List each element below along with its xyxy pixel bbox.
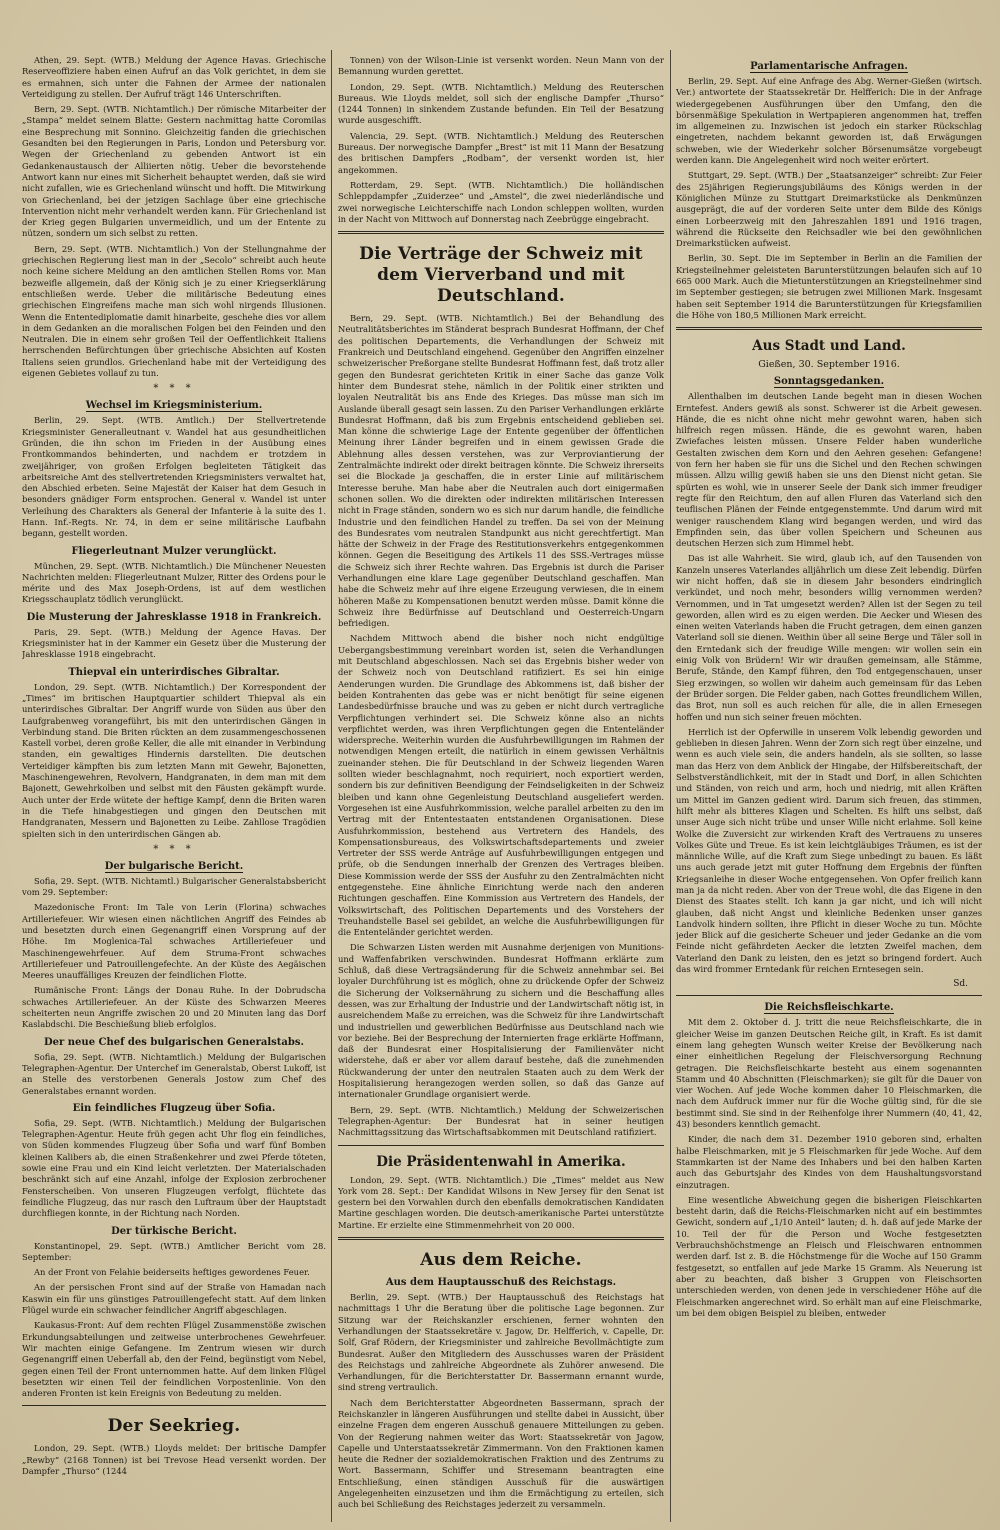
article-paragraph: London, 29. Sept. (WTB.) Lloyds meldet: Der britische Dampfer „Rewby“ (2168 Tonnen) ist bei Trevose Head versenkt worden. Der Dampfer „Thurso“ (1244 bbox=[22, 1443, 326, 1476]
article-paragraph: Stuttgart, 29. Sept. (WTB.) Der „Staatsanzeiger“ schreibt: Zur Feier des 25jährigen Regierungsjubiläums des Königs werden in der Königlichen Münze zu Stuttgart Dreimarkstücke als Denkmünzen ausgeprägt, die auf der vorderen Seite unter dem Bilde des Königs einen Lorbeerzweig mit den Jahreszahlen 1891 und 1916 tragen, während die Rückseite den Reichsadler wie bei den gewöhnlichen Dreimarkstücken aufweist. bbox=[676, 170, 982, 249]
column-1 bbox=[22, 0, 326, 1530]
article-paragraph: Bern, 29. Sept. (WTB. Nichtamtlich.) Der römische Mitarbeiter der „Stampa“ meldet seinem Blatte: Gestern nachmittag hatte Coromilas eine Besprechung mit Sonnino. Gleichzeitig fanden die griechischen Gesandten bei den Regierungen in Paris, London und Petersburg vor. Wegen der Griechenland zu gebenden Antwort ist ein Gedankenaustausch der Alliierten nötig. Ueber die bevorstehende Antwort kann nur eines mit Sicherheit behauptet werden, daß sie wird nicht zufallen, wie es Griechenland wünscht und hofft. Die Mitwirkung von Griechenland, bei der jetzigen Sachlage über eine griechische Intervention nicht mehr verhandelt werden kann. Für Griechenland ist der Krieg gegen Bulgarien unvermeidlich, und um der Entente zu nützen, sondern um sich selbst zu retten. bbox=[22, 104, 326, 239]
section-title: Aus dem Reiche. bbox=[420, 1250, 582, 1271]
article-paragraph: Das ist alle Wahrheit. Sie wird, glaub ich, auf den Tausenden von Kanzeln unseres Vaterlandes alljährlich um diese Zeit lebendig. Dürfen wir nicht hoffen, daß sie in diesem Jahr besonders eindringlich verkündet, und noch mehr, besonders willig vernommen werden? Vernommen, und in Tat umgesetzt werden? Allen ist der Segen zu teil geworden, allen wird es zu eigen werden. Die Aecker und Wiesen des einen weiten Vaterlands haben die Frucht getragen, dem einen ganzen Vaterland soll sie dienen. Weithin über all seine Berge und Täler soll in den Erntedank sich der freudige Wille mengen: wir wollen sein ein einig Volk von Brüdern! Wir wir draußen gemeinsam, alle Stämme, Berufe, Stände, den Kampf führen, den Tod entgegenschauen, unser Sieg erzwingen, so wollen wir daheim auch gemeinsam für das Leben der Brüder sorgen. Die Felder gaben, nach Gottes freundlichem Willen, das Brot, nun soll es auch reichen für alle, die in allen Ernesegen hoffen und nun sich seiner freuen möchten. bbox=[676, 553, 982, 722]
article-paragraph: Sofia, 29. Sept. (WTB. Nichtamtl.) Bulgarischer Generalstabsbericht vom 29. September: bbox=[22, 875, 326, 898]
article-paragraph: Berlin, 29. Sept. (WTB.) Der Hauptausschuß des Reichstags hat nachmittags 1 Uhr die Beratung über die politische Lage begonnen. Zur Sitzung war der Reichskanzler erschienen, ferner wohnten den Verhandlungen der Staatssekretäre v. Jagow, Dr. Helfferich, v. Capelle, Dr. Solf, Graf Rödern, der Kriegsminister und zahlreiche Bevollmächtigte zum Bundesrat. Außer den Mitgliedern des Ausschusses waren der Präsident des Reichstags und zahlreiche Abgeordnete als Zuhörer anwesend. Die Verhandlungen, für die Berichterstatter Dr. Bassermann ernannt wurde, sind streng vertraulich. bbox=[338, 1292, 664, 1393]
article-paragraph: Bern, 29. Sept. (WTB. Nichtamtlich.) Von der Stellungnahme der griechischen Regierung liest man in der „Secolo“ schreibt auch heute noch keine sichere Meldung an den amtlichen Stellen Roms vor. Man bezweifle allgemein, daß der König sich je zu einer Kriegserklärung entschließen werde. Ueber die militärische Bedeutung eines griechischen Eingreifens mache man sich wohl nirgends Illusionen. Wenn die Ententediplomatie damit hinarbeite, geschehe dies vor allem in dem Gedanken an die moralischen Folgen bei den Feinden und den Neutralen. Die in einem sehr großen Teil der Oeffentlichkeit Italiens herrschenden Befürchtungen über griechische Absichten auf Kosten Italiens seien grundlos. Griechenland habe mit der Verteidigung des eigenen Gebietes vollauf zu tun. bbox=[22, 243, 326, 379]
article-paragraph: Allenthalben im deutschen Lande begeht man in diesen Wochen Erntefest. Anders gewiß als sonst. Schwerer ist die Arbeit gewesen. Hände, die es nicht ohne nicht mehr gewohnt waren, haben sich hilfreich regen müssen. Hände, die es gewohnt waren, haben Zwiefaches leisten müssen. Unsere Felder haben wunderliche Gestalten zwischen dem Korn und den Aehren gesehen: Gefangene! von fern her haben sie für uns die Sichel und den Rechen schwingen müssen. Allzu willig gewiß haben sie uns den Dienst nicht getan. Sie spürten es wohl, wie in unserer Seele der Dank sich immer freudiger regte für den Reichtum, den auf allen Fluren das Vaterland sich den teuflischen Plänen der Feinde entgegenstemmte. Und darum wird mit weniger rauschendem Klang wird begangen werden, und wird das Empfinden sein, das über vollen Speichern und Scheunen aus deutschen Herzen sich zum Himmel hebt. bbox=[676, 391, 982, 549]
article-paragraph: Konstantinopel, 29. Sept. (WTB.) Amtlicher Bericht vom 28. September: bbox=[22, 1240, 326, 1262]
section-heading: Der bulgarische Bericht. bbox=[104, 860, 244, 872]
article-paragraph: Sofia, 29. Sept. (WTB. Nichtamtlich.) Meldung der Bulgarischen Telegraphen-Agentur. Der Unterchef im Generalstab, Oberst Lukoff, ist an Stelle des verstorbenen Generals Jostow zum Chef des Generalstabes ernannt worden. bbox=[22, 1051, 326, 1096]
article-paragraph: London, 29. Sept. (WTB. Nichtamtlich.) Der Korrespondent der „Times“ im britischen Hauptquartier schildert Thiepval als ein unterirdisches Gibraltar. Der Angriff wurde von Süden aus über den Laufgrabenweg vorangeführt, bis mit den unterirdischen Gängen in Verbindung stand. Die Briten rückten an dem zusammengeschossenen Kastell vorbei, deren große Keller, die alle mit einander in Verbindung standen, ein gewaltiges Hindernis darstellten. Die deutschen Verteidiger kämpften bis zum letzten Mann mit Gewehr, Bajonetten, Maschinengewehren, Revolvern, Handgranaten, in dem man mit dem Bajonett, Gewehrkolben und selbst mit den Fäusten gekämpft wurde. Auch unter der Erde wütete der heftige Kampf, denn die Briten waren in die Tiefe hinabgestiegen und gingen den Deutschen mit Handgranaten, Messern und Bajonetten zu Leibe. Zahllose Tragödien spielten sich in den unterirdischen Gängen ab. bbox=[22, 681, 326, 839]
section-heading: Wechsel im Kriegsministerium. bbox=[85, 400, 263, 412]
article-paragraph: Die Schwarzen Listen werden mit Ausnahme derjenigen von Munitions- und Waffenfabriken verschwinden. Bundesrat Hoffmann erklärte zum Schluß, daß diese Vertragsänderung für die Schweiz annehmbar sei. Bei loyaler Durchführung ist es möglich, ohne zu drückende Opfer der Schweiz die Sicherung der Volksernährung zu sichern und die Beschaffung alles dessen, was zur Erhaltung der Industrie und der Landwirtschaft nötig ist, in ausreichendem Maße zu erreichen, was die Schweiz für ihre Landwirtschaft und industriellen und gewerblichen Bedürfnisse aus Deutschland nach wie vor beziehe. Bei der Besprechung der Internierten frage erklärte Hoffmann, daß der Bundesrat einer Hospitalisierung der Familienväter nicht widerstehe, daß er aber vor allem darauf bestehe, daß die zunehmenden Rückwanderung der unter den neutralen Staaten auch zu dem Werk der Hospitalisierung herangezogen werden sollen, so daß das Ganze auf internationaler Grundlage organisiert werde. bbox=[338, 942, 664, 1100]
article-paragraph: Berlin, 29. Sept. Auf eine Anfrage des Abg. Werner-Gießen (wirtsch. Ver.) antwortete der Staatssekretär Dr. Helfferich: Die in der Anfrage wiedergegebenen Ausführungen über den Umfang, den die börsenmäßige Spekulation in Wertpapieren angenommen hat, treffen im allgemeinen zu. Inzwischen ist jedoch ein starker Rückschlag eingetreten, nachdem bekannt geworden ist, daß Erwägungen schweben, wie der Wiederkehr solcher Börsenumsätze vorgebeugt werden kann. Die Angelegenheit wird noch weiter erörtert. bbox=[676, 76, 982, 166]
section-heading: Fliegerleutnant Mulzer verunglückt. bbox=[71, 545, 277, 557]
section-heading: Die Musterung der Jahresklasse 1918 in Frankreich. bbox=[26, 611, 322, 623]
article-paragraph: An der Front von Felahie beiderseits heftiges gewordenes Feuer. bbox=[34, 1267, 310, 1278]
dateline: Gießen, 30. September 1916. bbox=[758, 359, 900, 371]
article-paragraph: London, 29. Sept. (WTB. Nichtamtlich.) Meldung des Reuterschen Bureaus. Wie Lloyds meldet, soll sich der englische Dampfer „Thurso“ (1244 Tonnen) in sinkendem Zustande befunden. Ein Teil der Besatzung wurde ausgeschifft. bbox=[338, 81, 664, 126]
article-paragraph: Eine wesentliche Abweichung gegen die bisherigen Fleischkarten besteht darin, daß die Reichs-Fleischmarken nicht auf ein bestimmtes Gewicht, sondern auf „1/10 Anteil“ lauten; d. h. daß auf jede Marke der 10. Teil der für die Person und Woche festgesetzten Verbrauchshöchstmenge an Fleisch und Fleischwaren entnommen werden darf. Ist z. B. die Höchstmenge für die Woche auf 150 Gramm festgesetzt, so entfallen auf jede Marke 15 Gramm. Als Neuerung ist aber zu beachten, daß bisher 3 Gruppen von Fleischsorten unterschieden werden, von denen jede in verschiedener Höhe auf die Fleischmarken angerechnet wird. So erhält man auf eine Fleischmarke, um bei dem obigen Beispiel zu bleiben, entweder bbox=[676, 1194, 982, 1318]
section-rule bbox=[338, 1237, 664, 1240]
article-paragraph: München, 29. Sept. (WTB. Nichtamtlich.) Die Münchener Neuesten Nachrichten melden: Fliegerleutnant Mulzer, Ritter des Ordens pour le mérite und des Max Joseph-Ordens, ist auf dem westlichen Kriegsschauplatz tödlich verunglückt. bbox=[22, 560, 326, 605]
section-heading: Parlamentarische Anfragen. bbox=[750, 61, 908, 72]
article-paragraph: Nachdem Mittwoch abend die bisher noch nicht endgültige Uebergangsbestimmung vereinbart worden ist, seien die Verhandlungen mit Deutschland abgeschlossen. Nach sei das Ergebnis bisher weder von der Schweiz noch von Deutschland ratifiziert. Es sei hin einige Aenderungen wurden. Die Grundlage des Abkommens ist, daß bisher der beiden Kontrahenten das gebe was er nicht benötigt für seine eigenen Landesbedürfnisse brauche und was zu geben er nicht durch vertragliche Verpflichtungen verhindert sei. Die Schweiz könne also an nichts verpflichtet werden, was ihren Verpflichtungen gegen die Ententeländer widerspreche. Weiterhin wurden die Ausfuhrbewilligungen im Rahmen der notwendigen Mengen erteilt, die natürlich in einem gewissen Verhältnis zueinander stehen. Die für Deutschland in der Schweiz liegenden Waren sollten wieder beschlagnahmt, noch requiriert, noch exportiert werden, sondern bis zur definitiven Beendigung der Feindseligkeiten in der Schweiz bleiben und kann ohne Gegenleistung Deutschland ausgeliefert werden. Vorgesehen ist eine Ausfuhrkommission, welche parallel arbeiten zu den im Vertrag mit der Ententestaaten entstandenen Organisationen. Diese Ausfuhrkommission, bestehend aus Vertretern des Handels, des Kompensationsbureaus, des Volkswirtschaftsdepartements und zweier Vertreter der SSS werde Anträge auf Ausfuhrbewilligungen entgegen und prüfe, ob die Sendungen innerhalb der Grenzen des Vertrages bleiben. Diese Kommission werde der SSS der Ausfuhr zu den Zentralmächten nicht entgegenstehe. Eine ähnliche Einrichtung werde nach den anderen Richtungen geschaffen. Eine Kommission aus Vertretern des Handels, der Volkswirtschaft, des Politischen Departements und des Vorstehers der Treuhandstelle Basel sei gebildet, an welche die Ausfuhrbewilligungen für die Ententeländer gerichtet werden. bbox=[338, 633, 664, 938]
column-3 bbox=[676, 0, 982, 1530]
article-paragraph: Nach dem Berichterstatter Abgeordneten Bassermann, sprach der Reichskanzler in längeren Ausführungen und stellte dabei in Aussicht, über einzelne Fragen dem engeren Ausschuß genauere Mitteilungen zu geben. Von der Regierung nahmen weiter das Wort: Staatssekretär von Jagow, Capelle und Unterstaatssekretär Zimmermann. Von den Fraktionen kamen heute die Redner der sozialdemokratischen Fraktion und des Zentrums zu Wort. Bassermann, Schiffer und Stresemann beantragten eine Entschließung, einen ständigen Ausschuß für die auswärtigen Angelegenheiten einzusetzen und ihm die Ermächtigung zu erteilen, sich auch bei Schließung des Reichstages jederzeit zu versammeln. bbox=[338, 1397, 664, 1510]
section-heading: Ein feindliches Flugzeug über Sofia. bbox=[72, 1102, 276, 1114]
section-title: Aus Stadt und Land. bbox=[752, 338, 906, 355]
article-paragraph: Bern, 29. Sept. (WTB. Nichtamtlich.) Meldung der Schweizerischen Telegraphen-Agentur: Der Bundesrat hat in seiner heutigen Nachmittagssitzung das Wirtschaftsabkommen mit Deutschland ratifiziert. bbox=[338, 1104, 664, 1138]
article-paragraph: Berlin, 30. Sept. Die im September in Berlin an die Familien der Kriegsteilnehmer geleisteten Barunterstützungen belaufen sich auf 10 665 000 Mark. Auch die Mietunterstützungen an Kriegsteilnehmer sind im September gestiegen; sie betrugen zwei Millionen Mark. Insgesamt haben seit September 1914 die Barunterstützungen für Kriegsfamilien die Höhe von 180,5 Millionen Mark erreicht. bbox=[676, 253, 982, 320]
article-paragraph: Bern, 29. Sept. (WTB. Nichtamtlich.) Bei der Behandlung des Neutralitätsberichtes im Ständerat besprach Bundesrat Hoffmann, der Chef des politischen Departements, die Verhandlungen der Schweiz mit Frankreich und Deutschland eingehend. Gegenüber den Angriffen einzelner schweizerischer Preßorgane stellte Bundesrat Hoffmann fest, daß trotz aller gegen den Bundesrat gerichteten Kritik in einer Sache das ganze Volk hinter dem Bundesrat stehe, nämlich in der Politik einer strikten und loyalen Neutralität bis ans Ende des Krieges. Das müsse man sich im Auslande überall gesagt sein lassen. Zu den Pariser Verhandlungen erklärte Bundesrat Hoffmann, daß bis zum Ergebnis entscheidend geblieben sei. Man könne die schwierige Lage der Entente gegenüber der öffentlichen Meinung ihrer Länder begreifen und in einem gewissen Grade die Ablehnung alles dessen verstehen, was zur Verproviantierung der Zentralmächte indirekt oder direkt beitragen könnte. Die Schweiz ihrerseits sei die Blockade ja geschaffen, die in erster Linie auf militärischem Interesse beruhe. Man habe aber die Neutralen auch dort einigermaßen schonen sollen. Wo die direkten oder indirekten militärischen Interessen nicht in Frage ständen, sondern wo es sich nur darum handle, die feindliche Industrie und den feindlichen Handel zu treffen. Da sei von der Meinung des Bundesrates vom neutralen Standpunkt aus nicht gerechtfertigt. Man hätte der Schweiz in der Frage des Restitutionsverkehrs entgegenkommen können. Gegen die Beseitigung des Artikels 11 des SSS.-Vertrages müsse die Schweiz sich ihrer Rechte wahren. Das Ergebnis ist durch die Pariser Verhandlungen eine klare Lage gegenüber Deutschland geschaffen. Man habe die Schweiz mehr auf ihre eigene Erzeugung verwiesen, die in einem höheren Maße zu Kompensationen benutzt werden müsse. Damit könne die Schweiz ihre Bedürfnisse auf Deutschland und Oesterreich-Ungarn befriedigen. bbox=[338, 313, 664, 629]
section-heading: Thiepval ein unterirdisches Gibraltar. bbox=[68, 666, 280, 678]
section-title: Der Seekrieg. bbox=[107, 1416, 241, 1437]
section-rule bbox=[676, 995, 982, 996]
article-paragraph: Athen, 29. Sept. (WTB.) Meldung der Agence Havas. Griechische Reserveoffiziere haben einen Aufruf an das Volk gerichtet, in dem sie es ermahnen, sich unter die Fahnen der Armee der nationalen Verteidigung zu stellen. Der Aufruf trägt 146 Unterschriften. bbox=[22, 55, 326, 99]
article-paragraph: Rotterdam, 29. Sept. (WTB. Nichtamtlich.) Die holländischen Schleppdampfer „Zuiderzee“ und „Amstel“, die zwei niederländische und zwei norwegische Leichterschiffe nach London schleppen wollten, wurden in der Nacht von Mittwoch auf Donnerstag nach Zeebrügge eingebracht. bbox=[338, 179, 664, 224]
column-rule-right bbox=[670, 50, 671, 1522]
article-paragraph: Kinder, die nach dem 31. Dezember 1910 geboren sind, erhalten halbe Fleischmarken, mit je 5 Fleischmarken für jede Woche. Auf dem Stammkarten ist der Name des Inhabers und bei den halben Karten auch das Geburtsjahr des Kindes von dem Haushaltungsvorstand einzutragen. bbox=[676, 1134, 982, 1190]
section-rule bbox=[22, 1405, 326, 1406]
column-rule-left bbox=[331, 50, 332, 1522]
article-paragraph: Mit dem 2. Oktober d. J. tritt die neue Reichsfleischkarte, die in gleicher Weise im ganzen Deutschen Reiche gilt, in Kraft. Es ist damit einem lang gehegten Wunsch weiter Kreise der Bevölkerung nach einer einheitlichen Regelung der Fleischversorgung Rechnung getragen. Die Reichsfleischkarte besteht aus einem sogenannten Stamm und 40 Abschnitten (Fleischmarken); sie gilt für die Dauer von vier Wochen. Auf jede Woche kommen daher 10 Fleischmarken, die nach dem Aufdruck immer nur für die Woche gültig sind, für die sie bestimmt sind. Sie sind in der Reihenfolge ihrer Nummern (40, 41, 42, 43) besonders kenntlich gemacht. bbox=[676, 1017, 982, 1130]
article-paragraph: Kaukasus-Front: Auf dem rechten Flügel Zusammenstöße zwischen Erkundungsabteilungen und zeitweise unterbrochenes Gewehrfeuer. Wir machten einige Gefangene. Im Zentrum wiesen wir durch Gegenangriff einen Ueberfall ab, den der Feind, begünstigt vom Nebel, gegen einen Teil der Front unternommen hatte. Auf dem linken Flügel besetzten wir einen Teil der feindlichen Vorpostenlinie. Von den anderen Fronten ist kein Ereignis von Bedeutung zu melden. bbox=[22, 1320, 326, 1399]
article-paragraph: Valencia, 29. Sept. (WTB. Nichtamtlich.) Meldung des Reuterschen Bureaus. Der norwegische Dampfer „Brest“ ist mit 11 Mann der Besatzung des britischen Dampfers „Rodbam“, der versenkt worden ist, hier angekommen. bbox=[338, 130, 664, 175]
article-paragraph: Herrlich ist der Opferwille in unserem Volk lebendig geworden und geblieben in diesen Jahren. Wenn der Zorn sich regt über einzelne, und wenn es auch viele sein, die anders handeln, als sie sollten, so lasse man das Herz von dem Anblick der Hingabe, der Hilfsbereitschaft, der Selbstverständlichkeit, mit der in Stadt und Dorf, in allen Schichten und Ständen, von reich und arm, hoch und niedrig, mit allen Kräften um Mittel im Ganzen gedient wird. Darum sich freuen, das stimmen, hilft mehr als bitteres Klagen und Schelten. Es hilft uns selbst, daß unser Auge sich nicht trübe und unser Wille nicht erlahme. Soll keine Wolke die Zuversicht zur wirkenden Kraft des Vertrauens zu unseres Volkes Güte und Treue. Es ist kein leichtgläubiges Träumen, es ist der männliche Wille, auf die Kraft zum Siege unbedingt zu bauen. Es läßt uns auch gerade jetzt mit guter Hoffnung dem Ergebnis der fünften Kriegsanleihe in dieser Woche entgegensehen. Von Opfer freilich kann man ja da nicht reden. Aber von der Treue wohl, die das Eigene in den Dienst des Staates stellt. Ich kann ja gar nicht, und ich will nicht glauben, daß nicht Angst und kleinliche Bedenken unser ganzes Landvolk hindern sollten, ihre Pflicht in dieser Woche zu tun. Möchte jeder Blick auf die gesicherte Scheuer und jeder Gedanke an die vom Feinde nicht gefährdeten Aecker die letzten Zweifel machen, dem Vaterland den Dank zu leisten, den es jetzt so bringend fordert. Auch das wird frommer Erntedank für reichen Erntesegen sein. bbox=[676, 726, 982, 975]
section-heading: Sonntagsgedanken. bbox=[773, 376, 885, 388]
section-heading: Die Reichsfleischkarte. bbox=[764, 1002, 894, 1014]
section-heading: Aus dem Hauptausschuß des Reichstags. bbox=[385, 1277, 617, 1289]
article-paragraph: Sofia, 29. Sept. (WTB. Nichtamtlich.) Meldung der Bulgarischen Telegraphen-Agentur. Heute früh gegen acht Uhr flog ein feindliches, von Süden kommendes Flugzeug über Sofia und warf fünf Bomben kleinen Kalibers ab, die einen Straßenkehrer und zwei Pferde töteten, sowie eine Frau und ein Kind leicht verletzten. Der Materialschaden beschränkt sich auf eine Anzahl, infolge der Explosion zerbrochener Fensterscheiben. Von unseren Flugzeugen verfolgt, flüchtete das feindliche Flugzeug, das nur rasch den Luftraum über der Hauptstadt durchfliegen konnte, in der Richtung nach Norden. bbox=[22, 1117, 326, 1219]
section-heading: Der türkische Bericht. bbox=[111, 1225, 237, 1237]
section-separator: * * * bbox=[153, 383, 195, 395]
article-paragraph: An der persischen Front sind auf der Straße von Hamadan nach Kaswin ein für uns günstiges Patrouillengefecht statt. Auf dem linken Flügel wurde ein schwacher feindlicher Angriff abgeschlagen. bbox=[22, 1282, 326, 1316]
section-title: Die Verträge der Schweiz mit dem Vierverband und mit Deutschland. bbox=[359, 244, 643, 307]
article-paragraph: Berlin, 29. Sept. (WTB. Amtlich.) Der Stellvertretende Kriegsminister Generalleutnant v. Wandel hat aus gesundheitlichen Gründen, die ihn schon im Frieden in der Ausübung eines Frontkommandos behinderten, und nachdem er trotzdem in zweijähriger, von großen Erfolgen begleiteten Tätigkeit das arbeitsreiche Amt des stellvertretenden Kriegsministers verwaltet hat, den Abschied erbeten. Seine Majestät der Kaiser hat dem Gesuch in besonders gnädiger Form entsprochen. General v. Wandel ist unter Verleihung des Charakters als General der Infanterie à la suite des 1. Hann. Inf.-Regts. Nr. 74, in dem er seine militärische Laufbahn begann, gestellt worden. bbox=[22, 415, 326, 539]
column-2 bbox=[338, 0, 664, 1530]
section-title: Die Präsidentenwahl in Amerika. bbox=[376, 1153, 626, 1170]
article-paragraph: Rumänische Front: Längs der Donau Ruhe. In der Dobrudscha schwaches Artilleriefeuer. An der Küste des Schwarzen Meeres scheiterten neun Angriffe zwischen 20 und 20 Minuten lang das Dorf Kaslabdschi. Die Beschießung blieb erfolglos. bbox=[22, 985, 326, 1030]
article-paragraph: Paris, 29. Sept. (WTB.) Meldung der Agence Havas. Der Kriegsminister hat in der Kammer ein Gesetz über die Musterung der Jahresklasse 1918 eingebracht. bbox=[22, 626, 326, 660]
section-rule bbox=[676, 327, 982, 330]
section-rule bbox=[338, 231, 664, 234]
section-rule bbox=[338, 1145, 664, 1146]
section-separator: * * * bbox=[153, 843, 195, 855]
article-paragraph: London, 29. Sept. (WTB. Nichtamtlich.) Die „Times“ meldet aus New York vom 28. Sept.: Der Kandidat Wilsons in New Jersey für den Senat ist gestern bei den Vorwahlen durch den ebenfalls demokratischen Kandidaten Martine geschlagen worden. Die deutsch-amerikanische Partei unterstützte Martine. Er erzielte eine Stimmenmehrheit von 20 000. bbox=[338, 1174, 664, 1230]
article-paragraph: Mazedonische Front: Im Tale von Lerin (Florina) schwaches Artilleriefeuer. Wir wiesen einen nächtlichen Angriff des Feindes ab und besetzten durch einen Gegenangriff einen Vorsprung auf der Höhe. Im Moglenica-Tal schwaches Artilleriefeuer und Maschinengewehrfeuer. Auf dem Struma-Front schwaches Artilleriefeuer und Patrouillengefechte. An der Küste des Aegäischen Meeres unauffälliges Kreuzen der feindlichen Flotte. bbox=[22, 902, 326, 981]
author-signature: Sd. bbox=[953, 979, 968, 990]
article-paragraph: Tonnen) von der Wilson-Linie ist versenkt worden. Neun Mann von der Bemannung wurden gerettet. bbox=[338, 55, 664, 77]
section-heading: Der neue Chef des bulgarischen Generalstabs. bbox=[44, 1036, 304, 1048]
